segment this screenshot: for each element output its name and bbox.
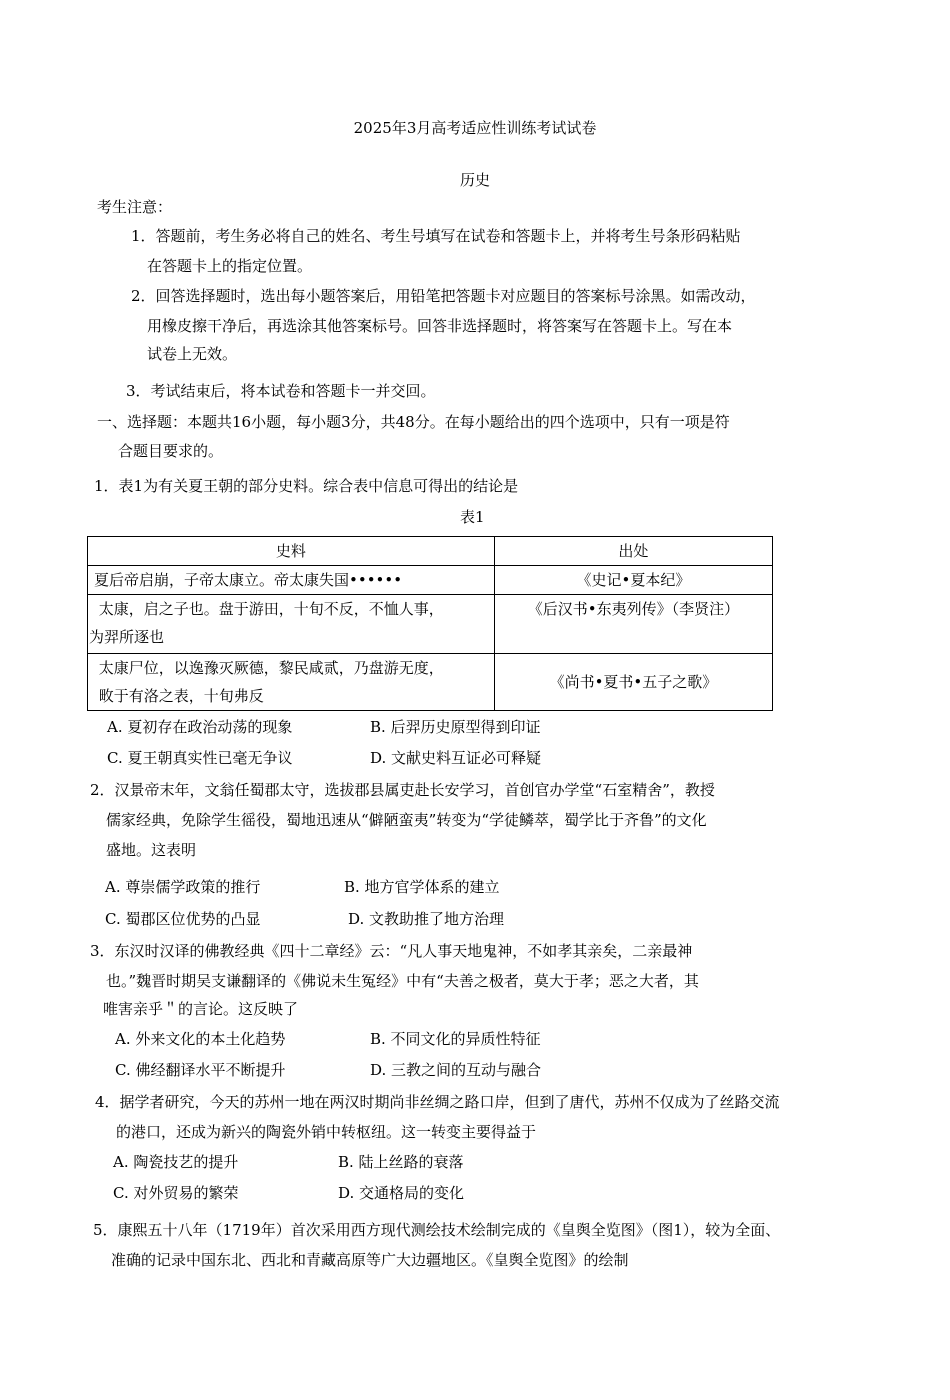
table-cell-text: 太康尸位，以逸豫灭厥德，黎民咸贰，乃盘游无度， bbox=[94, 659, 444, 677]
question-3-stem: 3．东汉时汉译的佛教经典《四十二章经》云：“凡人事天地鬼神，不如孝其亲矣，二亲最神 bbox=[90, 942, 693, 960]
question-5-stem-cont: 准确的记录中国东北、西北和青藏高原等广大边疆地区。《皇舆全览图》的绘制 bbox=[111, 1251, 629, 1269]
table-row bbox=[88, 654, 773, 711]
q4-option-d: D. 交通格局的变化 bbox=[338, 1184, 465, 1202]
table-cell-text-cont: 为羿所逐也 bbox=[89, 628, 165, 646]
source-table bbox=[87, 536, 773, 711]
question-2-stem-cont: 儒家经典，免除学生徭役，蜀地迅速从“僻陋蛮夷”转变为“学徒鳞萃，蜀学比于齐鲁”的文化 bbox=[106, 811, 707, 829]
q1-option-b: B. 后羿历史原型得到印证 bbox=[370, 718, 541, 736]
q3-option-a: A. 外来文化的本土化趋势 bbox=[115, 1030, 286, 1048]
question-2-stem: 2．汉景帝末年，文翁任蜀郡太守，选拔郡县属吏赴长安学习，首创官办学堂“石室精舍”，教授 bbox=[90, 781, 715, 799]
section-heading-cont: 合题目要求的。 bbox=[118, 442, 224, 460]
table-cell-source: 《后汉书•东夷列传》（李贤注） bbox=[494, 595, 772, 654]
question-2-stem-cont2: 盛地。这表明 bbox=[106, 841, 197, 859]
q1-option-a: A. 夏初存在政治动荡的现象 bbox=[107, 718, 293, 736]
notice-item-2-cont2: 试卷上无效。 bbox=[147, 345, 238, 363]
table-header-row bbox=[88, 537, 773, 566]
q2-option-b: B. 地方官学体系的建立 bbox=[344, 878, 500, 896]
table-cell-text-cont: 畋于有洛之表，十旬弗反 bbox=[94, 687, 264, 705]
notice-item-1: 1．答题前，考生务必将自己的姓名、考生号填写在试卷和答题卡上，并将考生号条形码粘贴 bbox=[131, 227, 741, 245]
q4-option-b: B. 陆上丝路的衰落 bbox=[338, 1153, 464, 1171]
question-4-stem-cont: 的港口，还成为新兴的陶瓷外销中转枢纽。这一转变主要得益于 bbox=[116, 1123, 537, 1141]
q2-option-c: C. 蜀郡区位优势的凸显 bbox=[105, 910, 261, 928]
q1-option-d: D. 文献史料互证必可释疑 bbox=[370, 749, 542, 767]
q2-option-a: A. 尊崇儒学政策的推行 bbox=[105, 878, 261, 896]
q1-option-c: C. 夏王朝真实性已毫无争议 bbox=[107, 749, 293, 767]
table-header-cell: 出处 bbox=[494, 537, 772, 566]
table-cell-text: 太康，启之子也。盘于游田，十旬不反，不恤人事， bbox=[94, 600, 444, 618]
table-caption: 表1 bbox=[460, 508, 485, 526]
q4-option-c: C. 对外贸易的繁荣 bbox=[113, 1184, 239, 1202]
q3-option-b: B. 不同文化的异质性特征 bbox=[370, 1030, 541, 1048]
q3-option-c: C. 佛经翻译水平不断提升 bbox=[115, 1061, 286, 1079]
subject-title: 历史 bbox=[459, 171, 490, 189]
notice-heading: 考生注意： bbox=[97, 198, 173, 216]
q3-option-d: D. 三教之间的互动与融合 bbox=[370, 1061, 542, 1079]
exam-title: 2025年3月高考适应性训练考试试卷 bbox=[353, 119, 597, 137]
notice-item-3: 3．考试结束后，将本试卷和答题卡一并交回。 bbox=[126, 382, 436, 400]
table-cell-source: 《史记•夏本纪》 bbox=[494, 566, 772, 595]
question-3-stem-cont2: 唯害亲乎＂的言论。这反映了 bbox=[103, 1000, 299, 1018]
notice-item-1-cont: 在答题卡上的指定位置。 bbox=[147, 257, 313, 275]
table-row bbox=[88, 566, 773, 595]
q2-option-d: D. 文教助推了地方治理 bbox=[348, 910, 505, 928]
q4-option-a: A. 陶瓷技艺的提升 bbox=[113, 1153, 239, 1171]
table-cell-source: 《尚书•夏书•五子之歌》 bbox=[494, 654, 772, 711]
question-4-stem: 4．据学者研究，今天的苏州一地在两汉时期尚非丝绸之路口岸，但到了唐代，苏州不仅成为了丝路交流 bbox=[95, 1093, 780, 1111]
table-header-cell: 史料 bbox=[88, 537, 495, 566]
table-row bbox=[88, 595, 773, 654]
section-heading: 一、选择题：本题共16小题，每小题3分，共48分。在每小题给出的四个选项中，只有一项是符 bbox=[97, 413, 730, 431]
question-1-stem: 1．表1为有关夏王朝的部分史料。综合表中信息可得出的结论是 bbox=[94, 477, 519, 495]
table-cell-text: 夏后帝启崩，子帝太康立。帝太康失国•••••• bbox=[94, 571, 403, 589]
question-5-stem: 5．康熙五十八年（1719年）首次采用西方现代测绘技术绘制完成的《皇舆全览图》（图1），较为全面、 bbox=[93, 1221, 781, 1239]
question-3-stem-cont: 也。”魏晋时期吴支谦翻译的《佛说未生冤经》中有“夫善之极者，莫大于孝；恶之大者，其 bbox=[106, 972, 699, 990]
notice-item-2: 2．回答选择题时，选出每小题答案后，用铅笔把答题卡对应题目的答案标号涂黑。如需改动， bbox=[131, 287, 756, 305]
notice-item-2-cont: 用橡皮擦干净后，再选涂其他答案标号。回答非选择题时，将答案写在答题卡上。写在本 bbox=[147, 317, 733, 335]
